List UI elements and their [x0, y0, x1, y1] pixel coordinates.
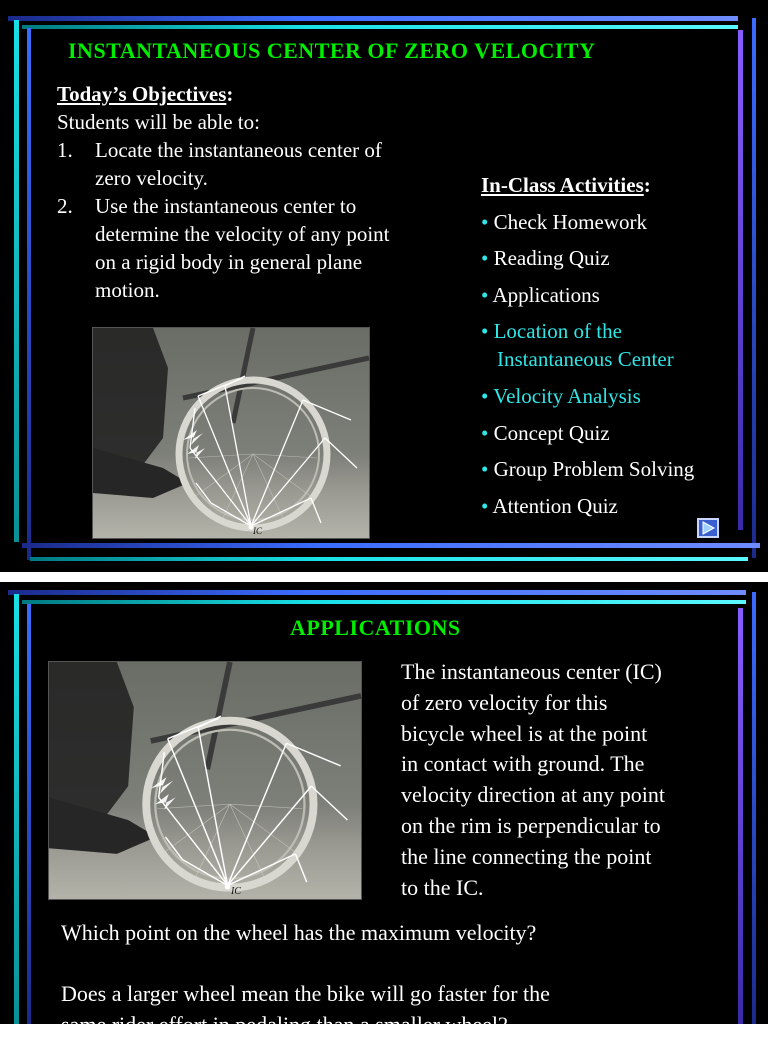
question-max-velocity: Which point on the wheel has the maximum velocity? [61, 920, 537, 945]
question-line: same rider effort in pedaling than a smaller wheel? [61, 1011, 508, 1037]
activity-item: • Applications [481, 283, 600, 307]
activity-item-highlight: • Velocity Analysis [481, 384, 641, 408]
objective-line: Locate the instantaneous center of [95, 138, 382, 162]
top-blue-bar [8, 590, 746, 595]
activity-item-highlight-cont: Instantaneous Center [497, 347, 674, 371]
activity-item: • Concept Quiz [481, 421, 610, 445]
bicycle-wheel-illustration [49, 662, 361, 899]
description-line: on the rim is perpendicular to [401, 812, 661, 838]
left-blue-bar [27, 28, 31, 560]
bottom-blue-bar [22, 543, 760, 548]
top-cyan-bar [22, 600, 746, 604]
description-line: bicycle wheel is at the point [401, 720, 648, 746]
left-cyan-bar [14, 594, 19, 1024]
ic-label: IC [253, 526, 262, 536]
description-line: The instantaneous center (IC) [401, 659, 662, 684]
slide-title: APPLICATIONS [290, 615, 461, 640]
objective-line: determine the velocity of any point [95, 222, 390, 246]
activity-item: • Attention Quiz [481, 494, 618, 518]
activity-item: • Reading Quiz [481, 246, 610, 270]
ic-label: IC [231, 886, 241, 897]
left-cyan-bar [14, 20, 19, 542]
description-line: the line connecting the point [401, 843, 652, 869]
question-larger-wheel [61, 979, 550, 1041]
right-purple-bar [738, 30, 743, 530]
objective-line: motion. [95, 278, 160, 302]
play-triangle-icon [699, 520, 717, 536]
description-line: velocity direction at any point [401, 782, 665, 808]
question-line: Does a larger wheel mean the bike will go faster for the [61, 981, 550, 1006]
description-line: of zero velocity for this [401, 689, 608, 715]
right-blue-bar [752, 592, 756, 1024]
objective-line: on a rigid body in general plane [95, 250, 363, 274]
left-blue-bar [27, 604, 31, 1024]
slide-title: INSTANTANEOUS CENTER OF ZERO VELOCITY [68, 38, 596, 63]
objectives-heading: Today’s Objectives: [57, 82, 234, 106]
bicycle-wheel-illustration [93, 328, 369, 538]
bottom-cyan-bar [30, 557, 748, 561]
objective-number: 2. [57, 194, 73, 218]
objectives-intro: Students will be able to: [57, 110, 260, 134]
activity-item-highlight: • Location of the [481, 319, 622, 343]
application-description [401, 657, 665, 903]
bicycle-wheel-photo [48, 661, 362, 900]
objective-line: Use the instantaneous center to [95, 194, 357, 218]
activity-item: • Group Problem Solving [481, 457, 695, 481]
next-slide-button[interactable] [697, 518, 719, 538]
right-blue-bar [752, 18, 756, 558]
activities-heading: In-Class Activities: [481, 173, 651, 197]
description-line: in contact with ground. The [401, 751, 645, 777]
top-blue-bar [8, 16, 738, 21]
activity-item: • Check Homework [481, 210, 647, 234]
objective-line: zero velocity. [95, 166, 208, 190]
objective-number: 1. [57, 138, 73, 162]
description-line: to the IC. [401, 874, 484, 900]
right-purple-bar [738, 608, 743, 1024]
top-cyan-bar [22, 25, 738, 29]
bicycle-wheel-photo [92, 327, 370, 539]
slide-applications [0, 582, 768, 1037]
